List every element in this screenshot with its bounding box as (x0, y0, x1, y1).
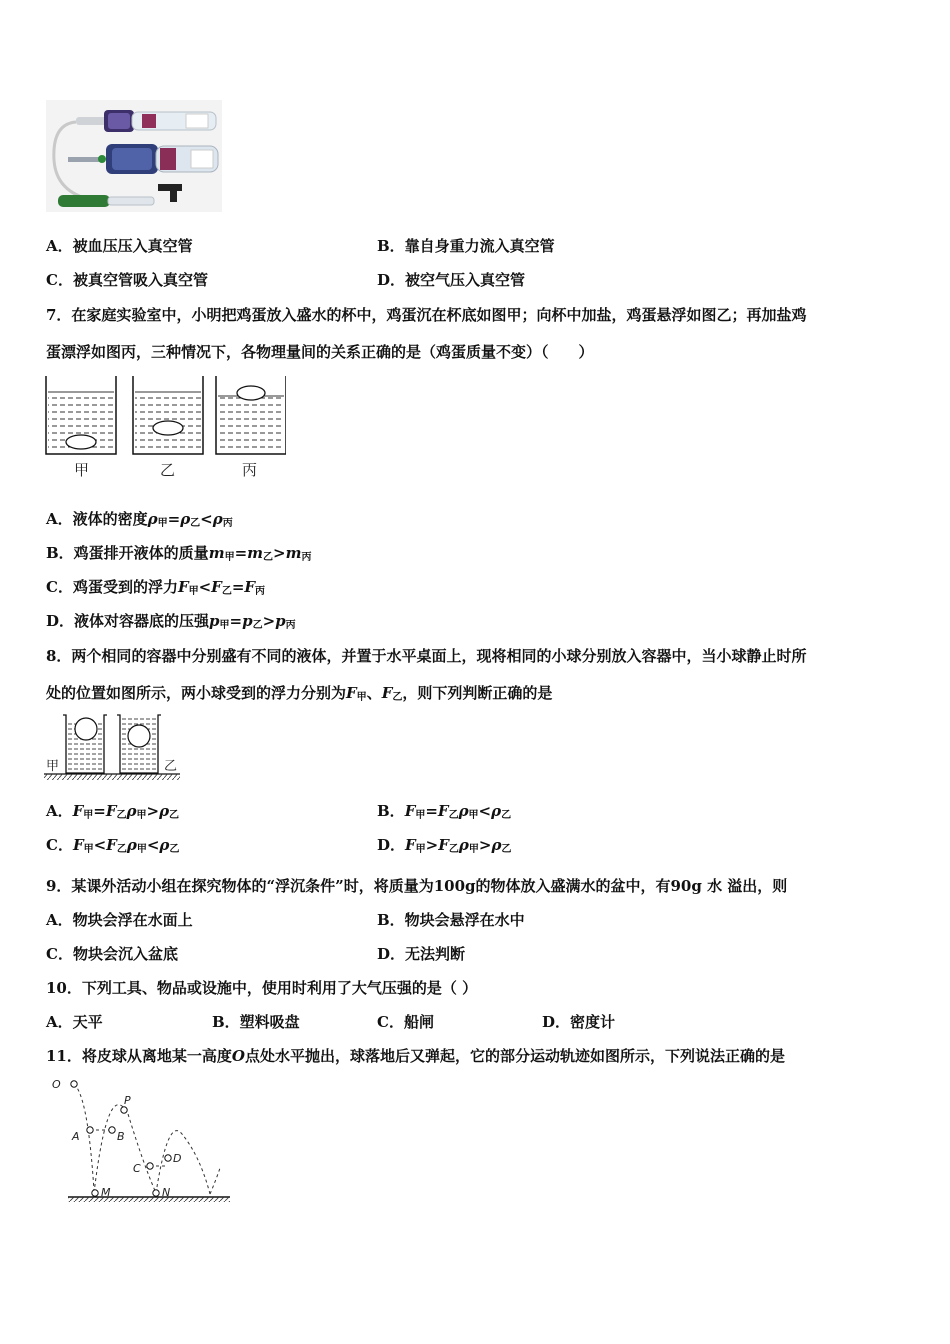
label-m: M (101, 1186, 111, 1199)
q11-trajectory-figure (50, 1076, 232, 1204)
q7-egg-figure (44, 374, 286, 480)
q6-option-c: C．被真空管吸入真空管 (46, 271, 208, 289)
label-jia: 甲 (46, 759, 60, 774)
q8-option-d: D．$F_甲>F_乙\rho_甲>\rho_乙$ (377, 836, 512, 855)
container-yi (117, 715, 161, 773)
q9-stem: 9．某课外活动小组在探究物体的“浮沉条件”时，将质量为100g的物体放入盛满水的盆中，有90g 水 溢出，则 (46, 877, 788, 895)
q6-option-a: A．被血压压入真空管 (46, 237, 193, 255)
q8-option-b: B．$F_甲=F_乙\rho_甲<\rho_乙$ (377, 802, 512, 821)
q10-option-b: B．塑料吸盘 (212, 1013, 300, 1031)
q8-container-figure (44, 712, 180, 782)
cup-jia (46, 376, 116, 454)
q7-option-a: A．液体的密度$\rho_甲=\rho_乙<\rho_丙$ (46, 510, 233, 529)
label-c: C (133, 1162, 141, 1175)
label-jia: 甲 (74, 461, 90, 479)
q8-stem-line2: 处的位置如图所示，两小球受到的浮力分别为$F_甲$、$F_乙$，则下列判断正确的是 (46, 684, 553, 703)
cup-yi (133, 376, 203, 454)
label-bing: 丙 (242, 461, 258, 479)
q6-option-b: B．靠自身重力流入真空管 (377, 237, 555, 255)
container-jia (63, 715, 107, 773)
q8-option-a: A．$F_甲=F_乙\rho_甲>\rho_乙$ (46, 802, 180, 821)
q10-option-a: A．天平 (46, 1013, 103, 1031)
label-b: B (117, 1130, 125, 1143)
label-yi: 乙 (164, 759, 178, 774)
q7-option-d: D．液体对容器底的压强$p_甲=p_乙>p_丙$ (46, 612, 296, 631)
q8-option-c: C．$F_甲<F_乙\rho_甲<\rho_乙$ (46, 836, 180, 855)
q7-stem-line2: 蛋漂浮如图丙，三种情况下，各物理量间的关系正确的是（鸡蛋质量不变）（ ） (46, 343, 594, 361)
blood-collection-figure (46, 100, 222, 212)
label-p: P (124, 1094, 131, 1107)
q7-stem-line1: 7．在家庭实验室中，小明把鸡蛋放入盛水的杯中，鸡蛋沉在杯底如图甲；向杯中加盐，鸡蛋悬浮如图乙；再加盐鸡 (46, 306, 807, 324)
label-yi: 乙 (160, 461, 176, 479)
q7-option-c: C．鸡蛋受到的浮力$F_甲<F_乙=F_丙$ (46, 578, 266, 597)
label-a: A (72, 1130, 80, 1143)
cup-bing (216, 376, 286, 454)
q10-option-c: C．船闸 (377, 1013, 434, 1031)
q10-option-d: D．密度计 (542, 1013, 616, 1031)
label-n: N (162, 1186, 171, 1199)
q6-option-d: D．被空气压入真空管 (377, 271, 526, 289)
q9-option-a: A．物块会浮在水面上 (46, 911, 193, 929)
q11-stem: 11．将皮球从离地某一高度O点处水平抛出，球落地后又弹起，它的部分运动轨迹如图所示，下列说法正确的是 (46, 1047, 785, 1065)
q8-stem-line1: 8．两个相同的容器中分别盛有不同的液体，并置于水平桌面上，现将相同的小球分别放入容器中，当小球静止时所 (46, 647, 807, 665)
q9-option-d: D．无法判断 (377, 945, 466, 963)
label-d: D (173, 1152, 182, 1165)
label-o: O (52, 1078, 61, 1091)
q7-option-b: B．鸡蛋排开液体的质量$m_甲=m_乙>m_丙$ (46, 544, 312, 563)
q9-option-c: C．物块会沉入盆底 (46, 945, 178, 963)
q9-option-b: B．物块会悬浮在水中 (377, 911, 525, 929)
q10-stem: 10．下列工具、物品或设施中，使用时利用了大气压强的是（ ） (46, 979, 478, 997)
